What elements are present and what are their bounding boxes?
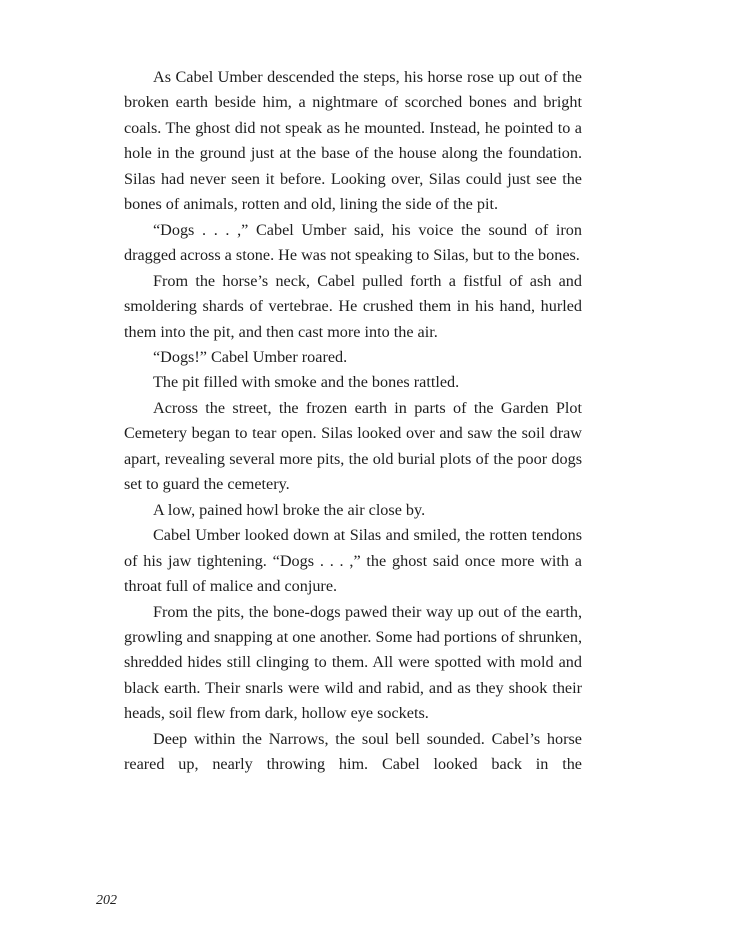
paragraph-5: The pit filled with smoke and the bones rattled. [153, 373, 460, 392]
paragraph-3: From the horse’s neck, Cabel pulled forth a fistful of ash and smoldering shards of vertebrae. He crushed them in his hand, hurled them into the pit, and then cast more into the air. [124, 271, 582, 341]
page-number: 202 [96, 893, 117, 908]
body-text [124, 65, 582, 778]
paragraph-8: Cabel Umber looked down at Silas and smiled, the rotten tendons of his jaw tightening. “Dogs . . . ,” the ghost said once more with a throat full of malice and conjure. [124, 526, 582, 596]
paragraph-10: Deep within the Narrows, the soul bell sounded. Cabel’s horse reared up, nearly throwing him. Cabel looked back in the [124, 729, 582, 774]
paragraph-4: “Dogs!” Cabel Umber roared. [153, 347, 348, 366]
paragraph-9: From the pits, the bone-dogs pawed their way up out of the earth, growling and snapping at one another. Some had portions of shrunken, shredded hides still clinging to them. All were spotted with mold and black earth. Their snarls were wild and rabid, and as they shook their heads, soil flew from dark, hollow eye sockets. [124, 602, 582, 723]
paragraph-7: A low, pained howl broke the air close by. [153, 500, 426, 519]
paragraph-1: As Cabel Umber descended the steps, his horse rose up out of the broken earth beside him, a nightmare of scorched bones and bright coals. The ghost did not speak as he mounted. Instead, he pointed to a hole in the ground just at the base of the house along the foundation. Silas had never seen it before. Looking over, Silas could just see the bones of animals, rotten and old, lining the side of the pit. [124, 68, 582, 214]
paragraph-6: Across the street, the frozen earth in parts of the Garden Plot Cemetery began to tear open. Silas looked over and saw the soil draw apart, revealing several more pits, the old burial plots of the poor dogs set to guard the cemetery. [124, 398, 582, 494]
paragraph-2: “Dogs . . . ,” Cabel Umber said, his voice the sound of iron dragged across a stone. He was not speaking to Silas, but to the bones. [124, 220, 582, 265]
